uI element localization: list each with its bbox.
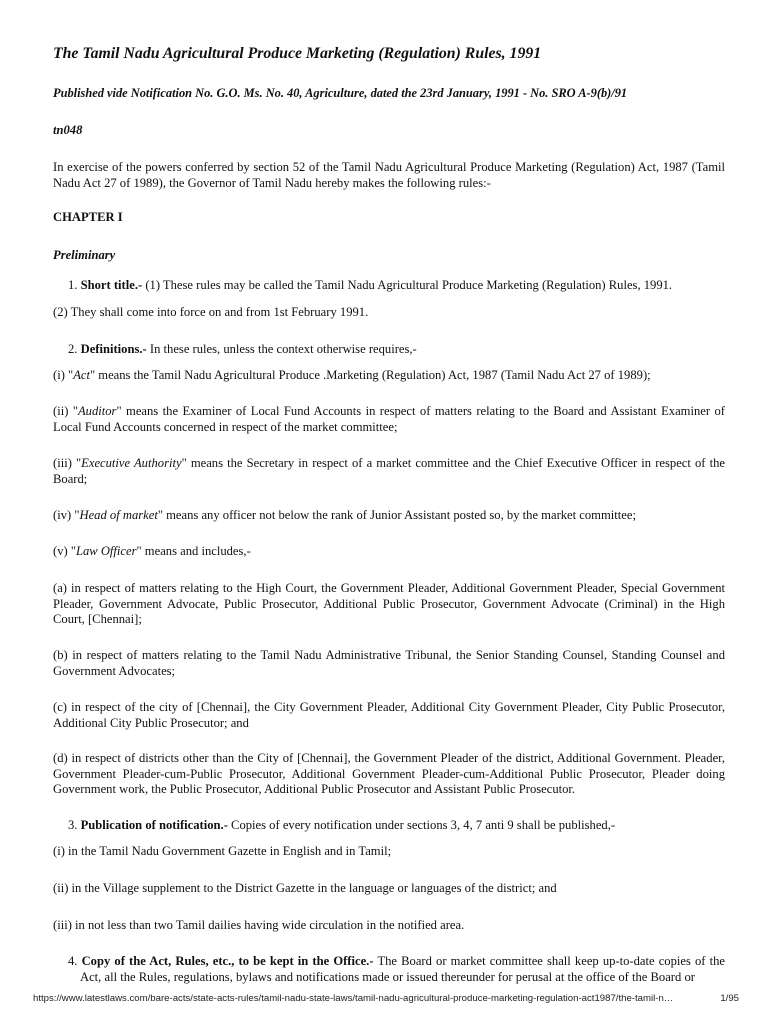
page-number: 1/95	[720, 993, 739, 1004]
definition-term: Executive Authority	[81, 456, 182, 470]
rule-text: The Board or market committee shall keep up-to-date copies of the Act, all the Rules, regulations, bylaws and notifications made or issued thereunder for perusal at the office of the Board or	[80, 954, 726, 984]
law-officer-b: (b) in respect of matters relating to the Tamil Nadu Administrative Tribunal, the Senior Standing Counsel, Standing Counsel and Government Advocates;	[53, 648, 725, 678]
definition-term: Auditor	[77, 404, 117, 418]
rule-heading: Short title.-	[80, 278, 143, 292]
chapter-heading: CHAPTER I	[53, 210, 123, 224]
definition-text: " means the Tamil Nadu Agricultural Produce .Marketing (Regulation) Act, 1987 (Tamil Nadu Act 27 of 1989);	[89, 368, 651, 382]
definition-prefix: (iv) "	[53, 508, 80, 522]
definition-term: Act	[73, 368, 90, 382]
definition-i	[53, 368, 725, 384]
rule-text: In these rules, unless the context otherwise requires,-	[149, 342, 417, 356]
rule-number: 4.	[68, 954, 78, 968]
section-heading: Preliminary	[53, 248, 116, 262]
definition-ii	[53, 404, 725, 435]
publication-iii: (iii) in not less than two Tamil dailies having wide circulation in the notified area.	[53, 918, 465, 932]
law-officer-a: (a) in respect of matters relating to the High Court, the Government Pleader, Additional Government Pleader, Special Government Pleader, Government Advocate, Public Prosecutor, Additional Public Prosecutor, Government Advocate (Criminal) in the High Court, [Chennai];	[53, 581, 725, 627]
rule-2	[53, 342, 725, 358]
rule-number: 1.	[68, 278, 78, 292]
publication-line: Published vide Notification No. G.O. Ms. No. 40, Agriculture, dated the 23rd January, 1991 - No. SRO A-9(b)/91	[53, 86, 628, 100]
definition-prefix: (v) "	[53, 544, 76, 558]
intro-paragraph: In exercise of the powers conferred by section 52 of the Tamil Nadu Agricultural Produce Marketing (Regulation) Act, 1987 (Tamil Nadu Act 27 of 1989), the Governor of Tamil Nadu hereby makes the following rules:-	[53, 160, 725, 190]
rule-4	[53, 954, 725, 985]
document-title: The Tamil Nadu Agricultural Produce Marketing (Regulation) Rules, 1991	[53, 45, 542, 62]
rule-3	[53, 818, 725, 834]
law-officer-c: (c) in respect of the city of [Chennai], the City Government Pleader, Additional City Government Pleader, City Public Prosecutor, Additional City Public Prosecutor; and	[53, 700, 725, 730]
definition-text: " means any officer not below the rank of Junior Assistant posted so, by the market committee;	[157, 508, 636, 522]
definition-v	[53, 544, 725, 560]
definition-iii	[53, 456, 725, 487]
rule-number: 2.	[68, 342, 78, 356]
rule-heading: Publication of notification.-	[80, 818, 228, 832]
source-url[interactable]: https://www.latestlaws.com/bare-acts/state-acts-rules/tamil-nadu-state-laws/tamil-nadu-agricultural-produce-marketing-regulation-act1987/the-tamil-n…	[33, 993, 674, 1004]
rule-number: 3.	[68, 818, 78, 832]
rule-text: (1) These rules may be called the Tamil Nadu Agricultural Produce Marketing (Regulation) Rules, 1991.	[145, 278, 673, 292]
document-code: tn048	[53, 123, 83, 137]
definition-prefix: (ii) "	[53, 404, 78, 418]
definition-text: " means and includes,-	[136, 544, 251, 558]
definition-text: " means the Secretary in respect of a market committee and the Chief Executive Officer in respect of the Board;	[53, 456, 725, 486]
publication-i: (i) in the Tamil Nadu Government Gazette in English and in Tamil;	[53, 844, 392, 858]
rule-heading: Definitions.-	[80, 342, 147, 356]
rule-1	[53, 278, 725, 294]
law-officer-d: (d) in respect of districts other than the City of [Chennai], the Government Pleader of the district, Additional Government. Pleader, Government Pleader-cum-Public Prosecutor, Additional Government Pleader-cum-Additional Public Prosecutor, Pleader doing Government work, the Public Prosecutor, Additional Public Prosecutor and Assistant Public Prosecutor.	[53, 751, 725, 797]
definition-iv	[53, 508, 725, 524]
publication-ii: (ii) in the Village supplement to the District Gazette in the language or languages of the district; and	[53, 881, 557, 895]
rule-heading: Copy of the Act, Rules, etc., to be kept in the Office.-	[81, 954, 374, 968]
print-footer	[33, 993, 739, 1005]
rule-1-clause-2: (2) They shall come into force on and from 1st February 1991.	[53, 305, 369, 319]
definition-term: Head of market	[79, 508, 158, 522]
definition-prefix: (iii) "	[53, 456, 82, 470]
rule-text: Copies of every notification under sections 3, 4, 7 anti 9 shall be published,-	[231, 818, 616, 832]
definition-text: " means the Examiner of Local Fund Accounts in respect of matters relating to the Board and Assistant Examiner of Local Fund Accounts concerned in respect of the market committee;	[53, 404, 725, 434]
definition-term: Law Officer	[75, 544, 137, 558]
definition-prefix: (i) "	[53, 368, 74, 382]
